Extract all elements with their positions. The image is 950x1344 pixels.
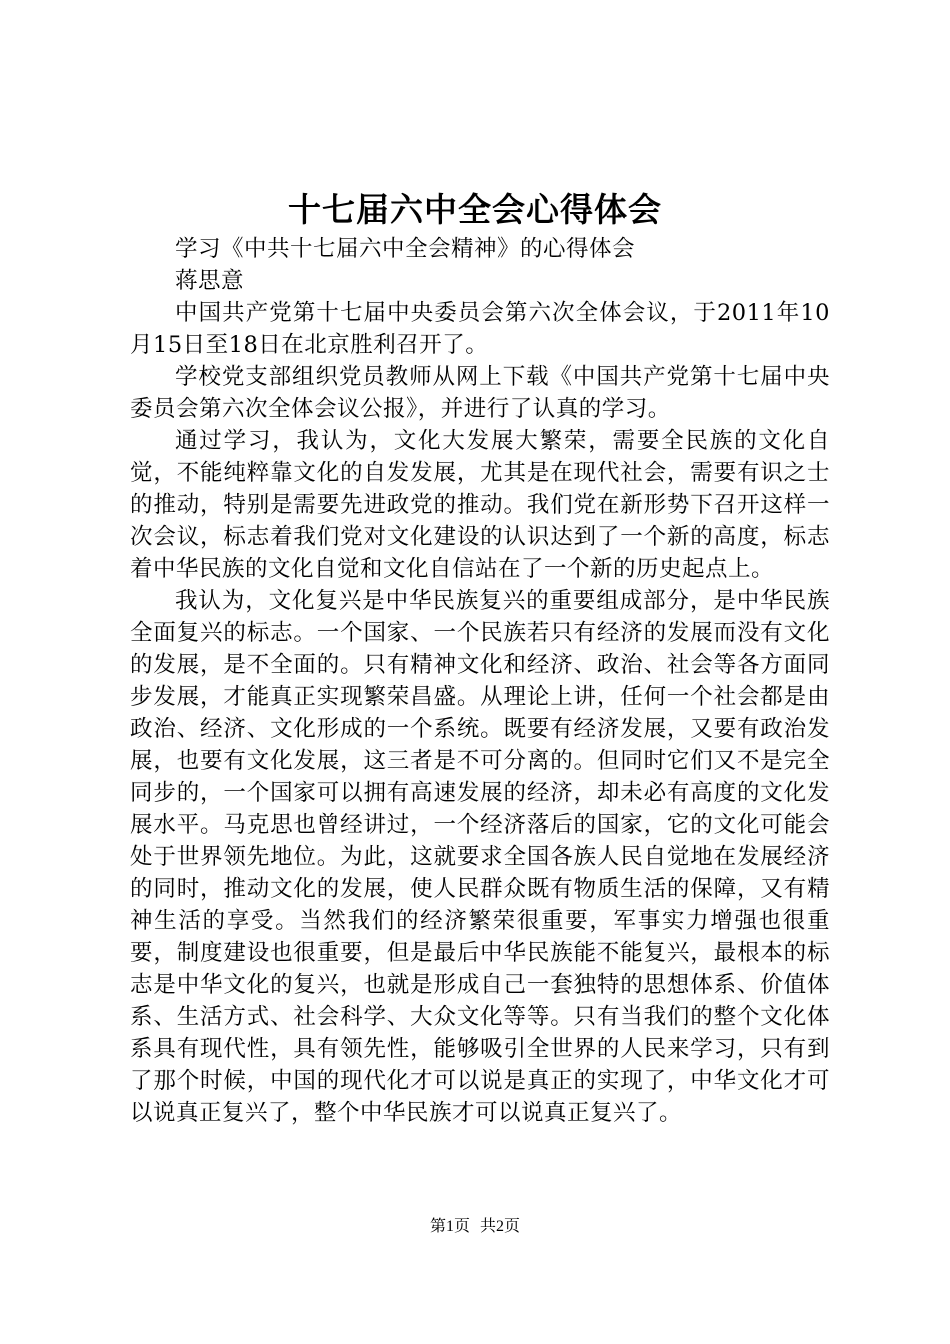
page-total: 共2页 bbox=[480, 1218, 521, 1235]
page-number: 第1页 bbox=[429, 1218, 470, 1235]
body-paragraph: 中国共产党第十七届中央委员会第六次全体会议，于2011年10月15日至18日在北京胜利召开了。 bbox=[130, 300, 830, 358]
body-paragraph: 通过学习，我认为，文化大发展大繁荣，需要全民族的文化自觉，不能纯粹靠文化的自发发展，尤其是在现代社会，需要有识之士的推动，特别是需要先进政党的推动。我们党在新形势下召开这样一次会议，标志着我们党对文化建设的认识达到了一个新的高度，标志着中华民族的文化自觉和文化自信站在了一个新的历史起点上。 bbox=[130, 428, 830, 582]
body-paragraph: 我认为，文化复兴是中华民族复兴的重要组成部分，是中华民族全面复兴的标志。一个国家、一个民族若只有经济的发展而没有文化的发展，是不全面的。只有精神文化和经济、政治、社会等各方面同步发展，才能真正实现繁荣昌盛。从理论上讲，任何一个社会都是由政治、经济、文化形成的一个系统。既要有经济发展，又要有政治发展，也要有文化发展，这三者是不可分离的。但同时它们又不是完全同步的，一个国家可以拥有高速发展的经济，却未必有高度的文化发展水平。马克思也曾经讲过，一个经济落后的国家，它的文化可能会处于世界领先地位。为此，这就要求全国各族人民自觉地在发展经济的同时，推动文化的发展，使人民群众既有物质生活的保障，又有精神生活的享受。当然我们的经济繁荣很重要，军事实力增强也很重要，制度建设也很重要，但是最后中华民族能不能复兴，最根本的标志是中华文化的复兴，也就是形成自己一套独特的思想体系、价值体系、生活方式、社会科学、大众文化等等。只有当我们的整个文化体系具有现代性，具有领先性，能够吸引全世界的人民来学习，只有到了那个时候，中国的现代化才可以说是真正的实现了，中华文化才可以说真正复兴了，整个中华民族才可以说真正复兴了。 bbox=[130, 588, 830, 1126]
subtitle-paragraph: 学习《中共十七届六中全会精神》的心得体会 bbox=[175, 236, 636, 262]
document-body bbox=[130, 233, 830, 1129]
author-paragraph: 蒋思意 bbox=[175, 268, 245, 294]
body-paragraph: 学校党支部组织党员教师从网上下载《中国共产党第十七届中央委员会第六次全体会议公报》，并进行了认真的学习。 bbox=[130, 364, 830, 422]
page-footer bbox=[0, 1215, 950, 1239]
document-title: 十七届六中全会心得体会 bbox=[288, 190, 662, 229]
